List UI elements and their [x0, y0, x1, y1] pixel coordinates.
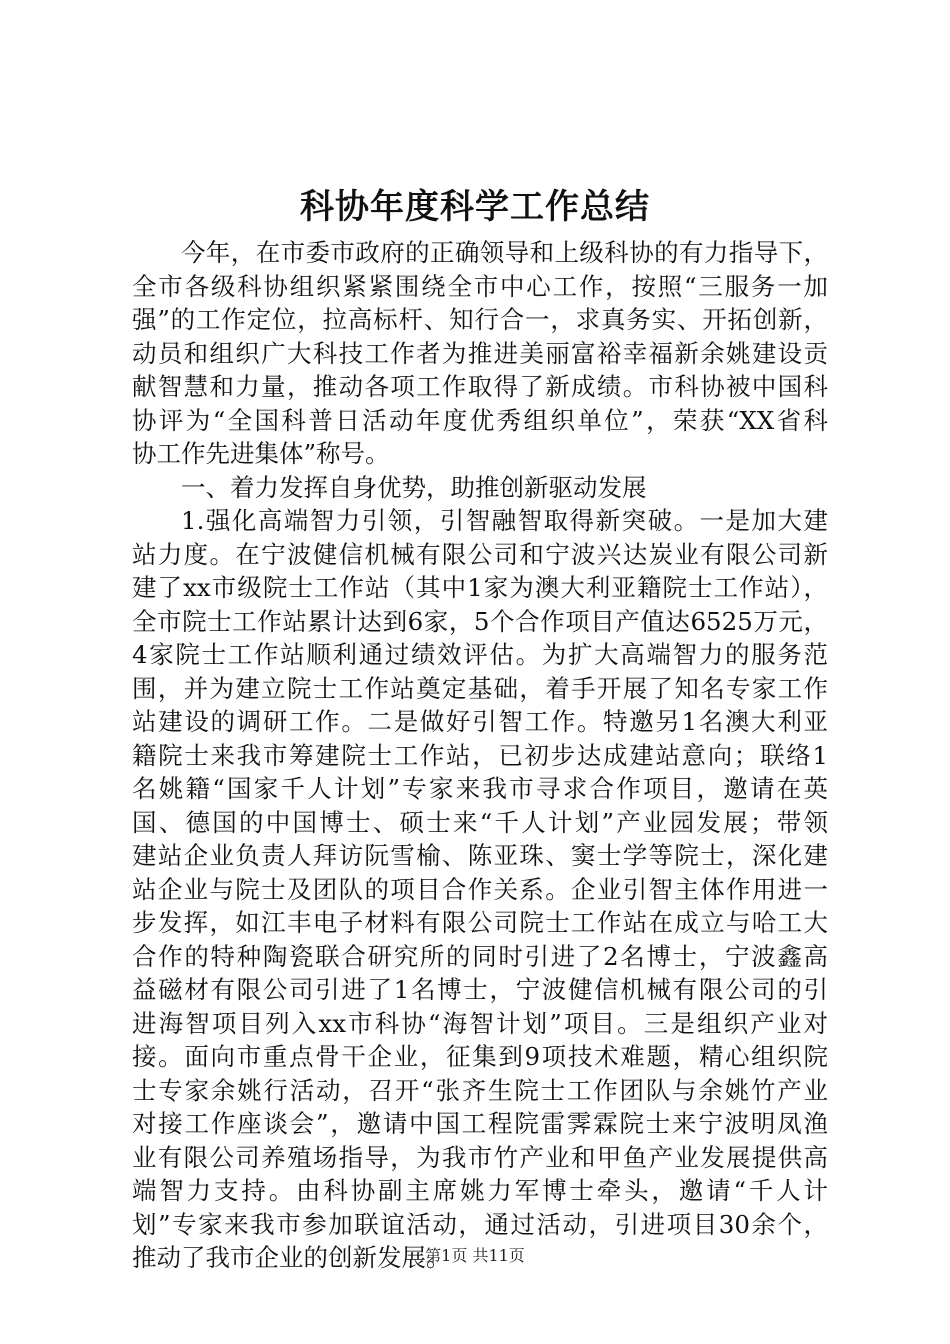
paragraph-line: 端智力支持。由科协副主席姚力军博士牵头，邀请“千人计 [132, 1176, 828, 1205]
paragraph-line: 站企业与院士及团队的项目合作关系。企业引智主体作用进一 [132, 874, 828, 904]
page-number-footer: 第1页 共11页 [425, 1246, 525, 1265]
paragraph-line: 站建设的调研工作。二是做好引智工作。特邀另1名澳大利亚 [132, 707, 828, 736]
paragraph-line: 划”专家来我市参加联谊活动，通过活动，引进项目30余个， [132, 1209, 828, 1239]
paragraph-line: 进海智项目列入xx市科协“海智计划”项目。三是组织产业对 [132, 1008, 828, 1038]
paragraph-line: 动员和组织广大科技工作者为推进美丽富裕幸福新余姚建设贡 [132, 338, 828, 368]
paragraph-line: 今年，在市委市政府的正确领导和上级科协的有力指导下， [181, 238, 828, 267]
paragraph-line: 4家院士工作站顺利通过绩效评估。为扩大高端智力的服务范 [132, 640, 828, 669]
document-title: 科协年度科学工作总结 [300, 187, 650, 227]
document-body [132, 236, 828, 1275]
paragraph-line: 站力度。在宁波健信机械有限公司和宁波兴达炭业有限公司新 [132, 539, 828, 569]
paragraph-line: 合作的特种陶瓷联合研究所的同时引进了2名博士，宁波鑫高 [132, 941, 828, 971]
paragraph-line: 名姚籍“国家千人计划”专家来我市寻求合作项目，邀请在英 [132, 774, 828, 803]
paragraph-line: 强”的工作定位，拉高标杆、知行合一，求真务实、开拓创新， [132, 305, 828, 334]
paragraph-line: 对接工作座谈会”，邀请中国工程院雷霁霖院士来宁波明凤渔 [132, 1109, 828, 1138]
paragraph-line: 围，并为建立院士工作站奠定基础，着手开展了知名专家工作 [132, 673, 828, 703]
paragraph-line: 国、德国的中国博士、硕士来“千人计划”产业园发展；带领 [132, 807, 828, 837]
paragraph-line: 籍院士来我市筹建院士工作站，已初步达成建站意向；联络1 [132, 740, 828, 770]
section-heading: 一、着力发挥自身优势，助推创新驱动发展 [181, 472, 647, 502]
paragraph-line: 协评为“全国科普日活动年度优秀组织单位”，荣获“XX省科 [132, 405, 828, 435]
paragraph-line: 益磁材有限公司引进了1名博士，宁波健信机械有限公司的引 [132, 975, 828, 1004]
paragraph-line: 献智慧和力量，推动各项工作取得了新成绩。市科协被中国科 [132, 372, 828, 401]
paragraph-line: 推动了我市企业的创新发展。 [132, 1243, 451, 1272]
paragraph-line: 士专家余姚行活动，召开“张齐生院士工作团队与余姚竹产业 [132, 1075, 828, 1105]
paragraph-line: 1.强化高端智力引领，引智融智取得新突破。一是加大建 [181, 506, 828, 535]
paragraph-line: 业有限公司养殖场指导，为我市竹产业和甲鱼产业发展提供高 [132, 1142, 828, 1172]
paragraph-line: 建了xx市级院士工作站（其中1家为澳大利亚籍院士工作站）， [132, 573, 828, 602]
paragraph-line: 建站企业负责人拜访阮雪榆、陈亚珠、窦士学等院士，深化建 [132, 841, 828, 870]
paragraph-line: 全市各级科协组织紧紧围绕全市中心工作，按照“三服务一加 [132, 271, 828, 301]
paragraph-line: 协工作先进集体”称号。 [132, 439, 390, 468]
paragraph-line: 步发挥，如江丰电子材料有限公司院士工作站在成立与哈工大 [132, 908, 828, 937]
paragraph-line: 全市院士工作站累计达到6家，5个合作项目产值达6525万元， [132, 606, 828, 636]
paragraph-line: 接。面向市重点骨干企业，征集到9项技术难题，精心组织院 [132, 1042, 828, 1071]
